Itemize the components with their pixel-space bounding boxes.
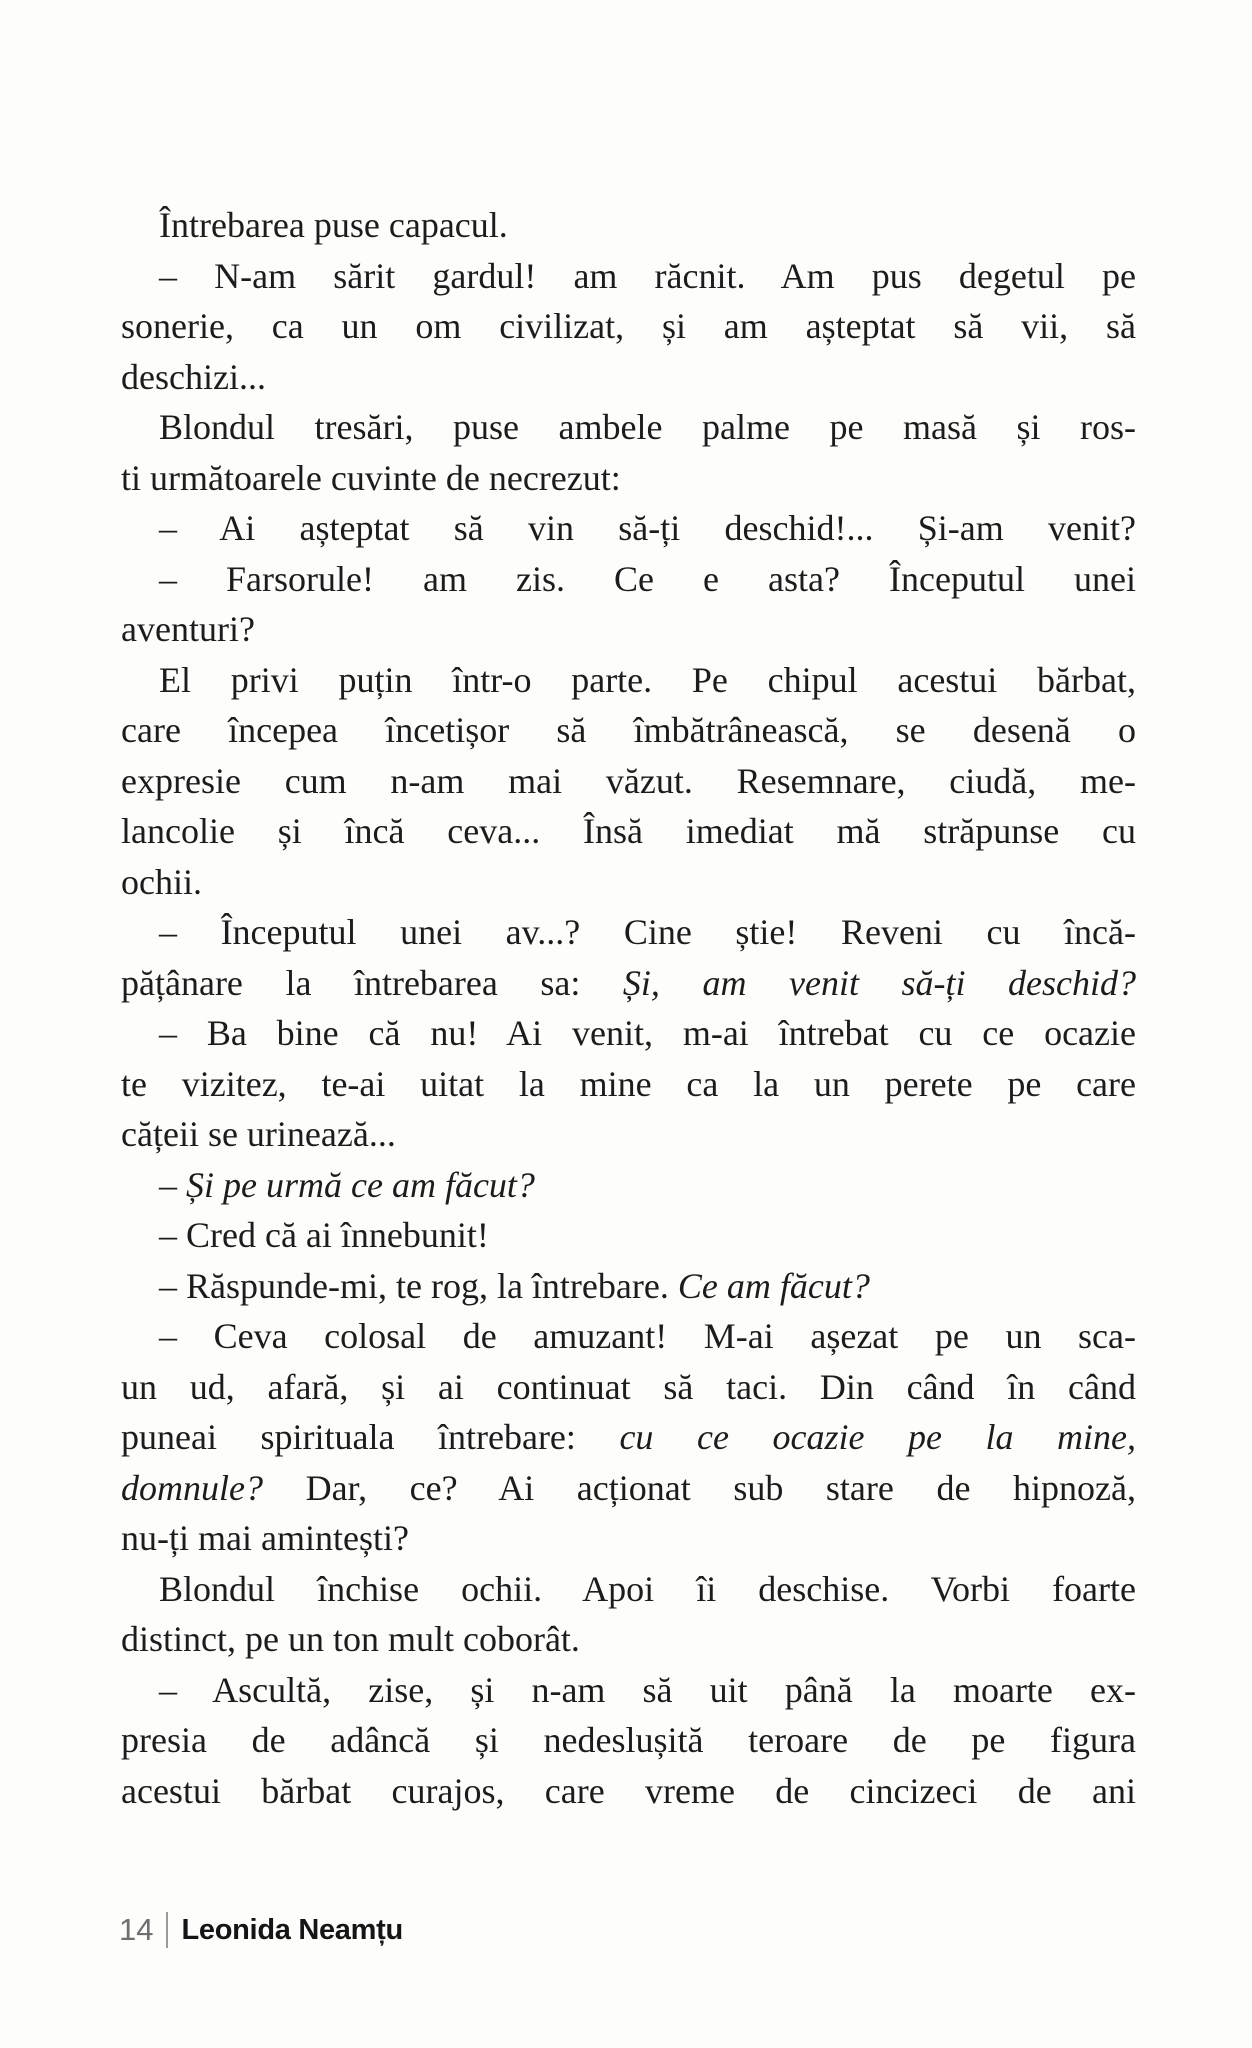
text-line — [121, 604, 1136, 655]
text-line — [121, 1614, 1136, 1665]
text-line — [121, 958, 1136, 1009]
text-segment: Întrebarea puse capacul. — [159, 205, 508, 245]
text-line — [121, 1109, 1136, 1160]
text-line — [121, 1311, 1136, 1362]
author-name: Leonida Neamțu — [181, 1913, 403, 1946]
text-segment: care începea încetișor să îmbătrânească, se desenă o — [121, 710, 1136, 750]
text-segment: – Farsorule! am zis. Ce e asta? Începutul unei — [159, 558, 1136, 599]
text-segment: Blondul tresări, puse ambele palme pe masă și ros- — [159, 407, 1136, 447]
text-line — [121, 857, 1136, 908]
text-line — [121, 806, 1136, 857]
text-segment: te vizitez, te-ai uitat la mine ca la un perete pe care — [121, 1063, 1136, 1104]
text-segment: un ud, afară, și ai continuat să taci. Din când în când — [121, 1366, 1136, 1407]
text-segment: sonerie, ca un om civilizat, și am așteptat să vii, să — [121, 306, 1136, 346]
text-segment: – N-am sărit gardul! am răcnit. Am pus degetul pe — [159, 255, 1136, 296]
text-segment: presia de adâncă și nedeslușită teroare de pe figura — [121, 1720, 1136, 1760]
text-segment: puneai spirituala întrebare: — [121, 1417, 620, 1457]
text-line — [121, 1261, 1136, 1312]
text-segment: – Ceva colosal de amuzant! M-ai așezat pe un sca- — [159, 1316, 1136, 1356]
text-line — [121, 907, 1136, 958]
text-segment: – Începutul unei av...? Cine știe! Reveni cu încă- — [159, 912, 1136, 952]
text-line — [121, 1513, 1136, 1564]
text-line — [121, 1766, 1136, 1817]
text-line — [121, 200, 1136, 251]
text-line — [121, 1463, 1136, 1514]
text-line — [121, 756, 1136, 807]
footer-divider — [166, 1912, 168, 1948]
italic-text-segment: domnule? — [121, 1467, 263, 1508]
italic-text-segment: Și pe urmă ce am făcut? — [186, 1164, 535, 1205]
text-segment: – Ascultă, zise, și n-am să uit până la moarte ex- — [159, 1669, 1136, 1710]
text-segment: Dar, ce? Ai acționat sub stare de hipnoză, — [262, 1467, 1136, 1508]
text-line — [121, 352, 1136, 403]
text-line — [121, 1412, 1136, 1463]
text-segment: deschizi... — [121, 356, 266, 397]
text-line — [121, 1362, 1136, 1413]
text-line — [121, 1210, 1136, 1261]
text-line — [121, 251, 1136, 302]
text-segment: acestui bărbat curajos, care vreme de cincizeci de ani — [121, 1770, 1136, 1811]
text-segment: ochii. — [121, 861, 202, 902]
page-footer — [119, 1912, 403, 1948]
text-segment: – Cred că ai înnebunit! — [159, 1215, 489, 1255]
text-segment: nu-ți mai amintești? — [121, 1518, 409, 1558]
text-segment: expresie cum n-am mai văzut. Resemnare, ciudă, me- — [121, 760, 1136, 801]
text-line — [121, 453, 1136, 504]
text-line — [121, 503, 1136, 554]
page-number: 14 — [119, 1912, 154, 1947]
page-text — [121, 200, 1136, 1816]
text-segment: El privi puțin într-o parte. Pe chipul acestui bărbat, — [159, 659, 1136, 700]
text-line — [121, 1665, 1136, 1716]
text-line — [121, 1059, 1136, 1110]
text-line — [121, 402, 1136, 453]
italic-text-segment: Și, am venit să-ți deschid? — [622, 962, 1136, 1003]
text-line — [121, 1160, 1136, 1211]
text-line — [121, 1715, 1136, 1766]
text-segment: pățânare la întrebarea sa: — [121, 962, 623, 1003]
text-segment: distinct, pe un ton mult coborât. — [121, 1619, 580, 1659]
text-line — [121, 1564, 1136, 1615]
text-line — [121, 554, 1136, 605]
text-segment: – Ai așteptat să vin să-ți deschid!... Și-am venit? — [159, 508, 1136, 548]
text-line — [121, 655, 1136, 706]
italic-text-segment: cu ce ocazie pe la mine, — [619, 1417, 1136, 1457]
text-segment: – Răspunde-mi, te rog, la întrebare. — [159, 1265, 678, 1306]
text-segment: lancolie și încă ceva... Însă imediat mă străpunse cu — [121, 811, 1136, 851]
text-segment: ti următoarele cuvinte de necrezut: — [121, 457, 621, 498]
italic-text-segment: Ce am făcut? — [677, 1265, 870, 1306]
text-segment: cățeii se urinează... — [121, 1114, 396, 1154]
text-segment: Blondul închise ochii. Apoi îi deschise. Vorbi foarte — [159, 1568, 1136, 1609]
text-segment: – Ba bine că nu! Ai venit, m-ai întrebat cu ce ocazie — [159, 1013, 1136, 1053]
text-segment: – — [159, 1164, 186, 1205]
text-line — [121, 1008, 1136, 1059]
text-segment: aventuri? — [121, 609, 255, 649]
text-line — [121, 301, 1136, 352]
text-line — [121, 705, 1136, 756]
